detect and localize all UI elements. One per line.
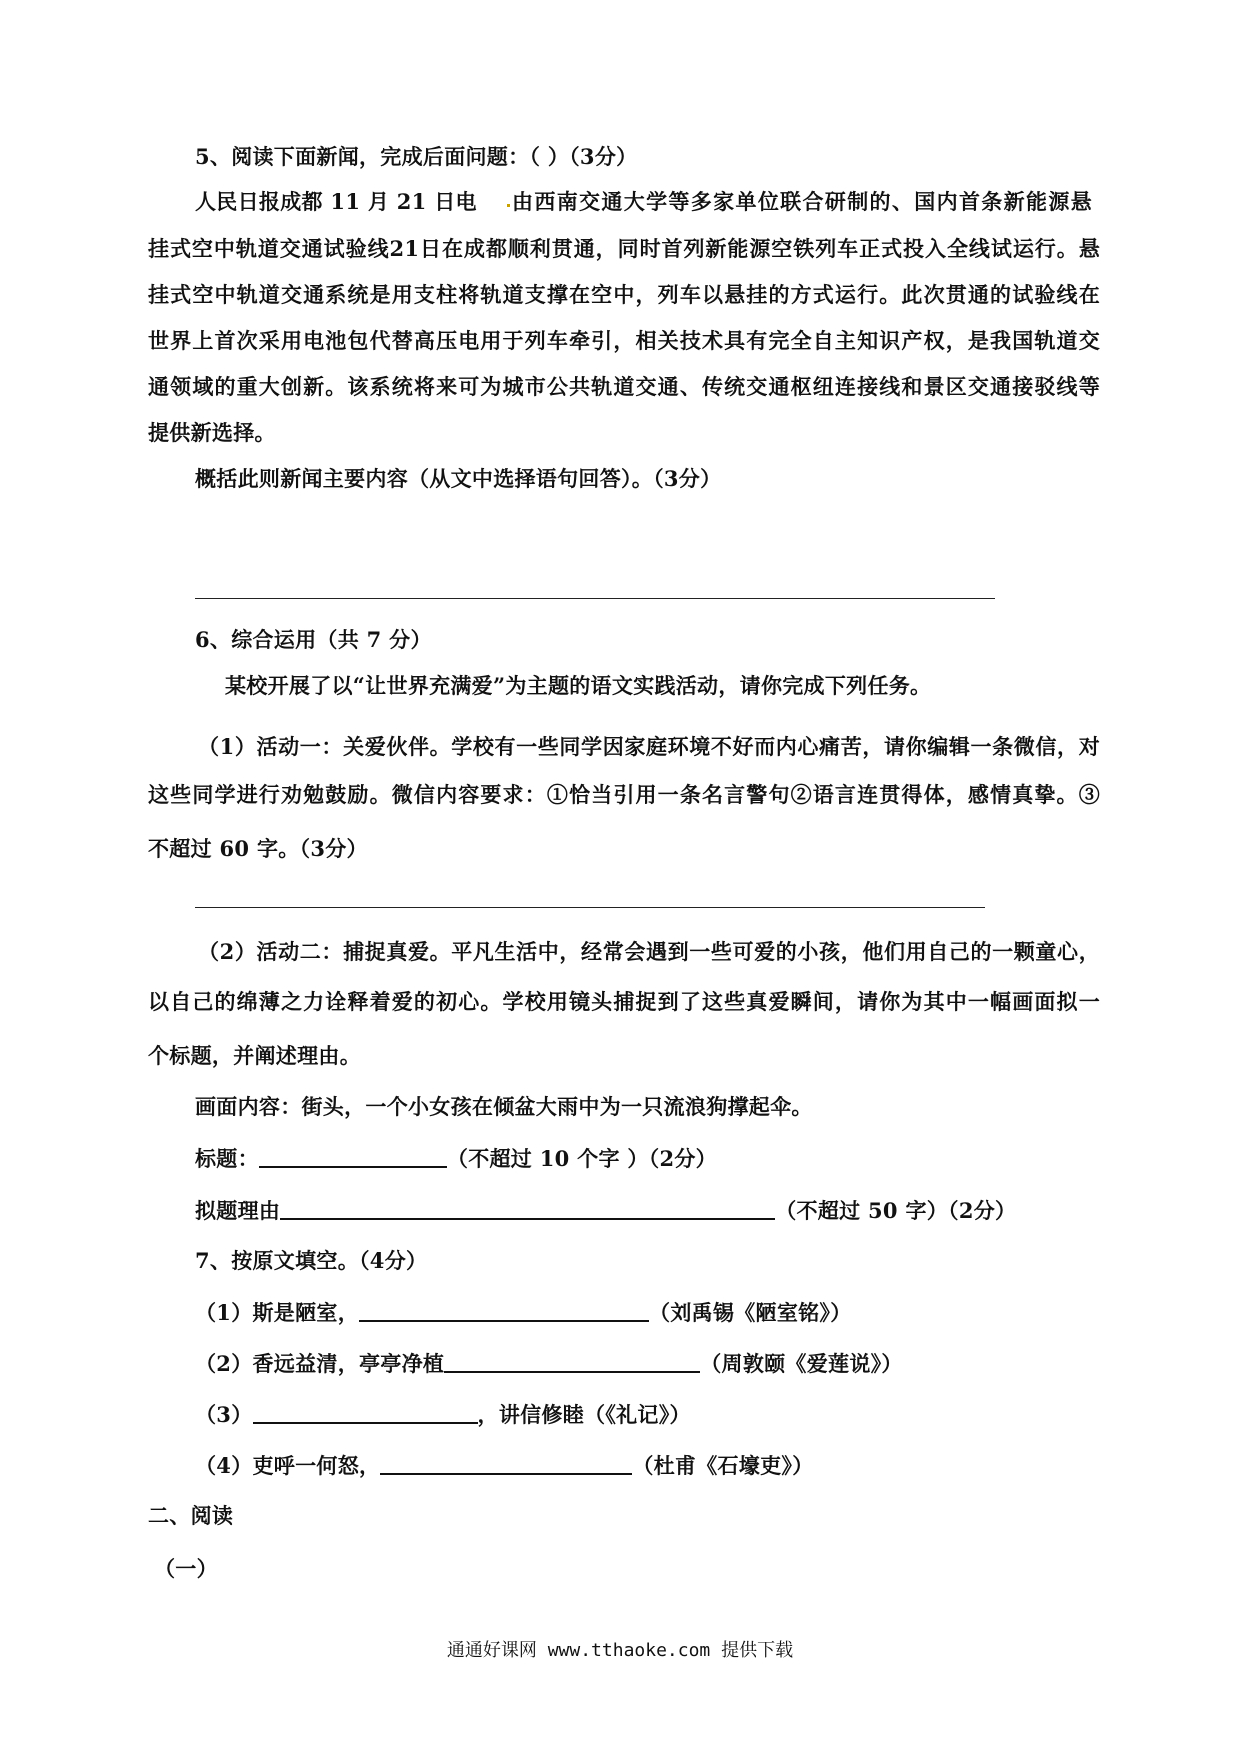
q7-item-3-source: ，讲信修睦（《礼记》）: [477, 1402, 691, 1427]
q7-item-4-text: （4）吏呼一何怒，: [195, 1453, 381, 1478]
speck-mark: [507, 204, 510, 207]
q6-act1-line-2: 这些同学进行劝勉鼓励。微信内容要求：①恰当引用一条名言警句②语言连贯得体，感情真挚。③: [148, 782, 1100, 807]
q7-item-3-text: （3）: [195, 1402, 253, 1427]
section-2-heading: 二、阅读: [148, 1503, 234, 1528]
q5-para-line-3: 挂式空中轨道交通系统是用支柱将轨道支撑在空中，列车以悬挂的方式运行。此次贯通的试验线在: [148, 282, 1100, 307]
q7-item-3-blank[interactable]: [253, 1400, 478, 1424]
q5-para-line-5: 通领域的重大创新。该系统将来可为城市公共轨道交通、传统交通枢纽连接线和景区交通接驳线等: [148, 374, 1100, 399]
q5-task: 概括此则新闻主要内容（从文中选择语句回答）。（3分）: [195, 466, 722, 491]
q6-intro: 某校开展了以“让世界充满爱”为主题的语文实践活动，请你完成下列任务。: [225, 673, 932, 698]
reason-blank[interactable]: [280, 1196, 775, 1220]
q7-item-1-blank[interactable]: [359, 1298, 649, 1322]
q7-heading: 7、按原文填空。（4分）: [195, 1248, 428, 1273]
q5-answer-line[interactable]: [195, 598, 995, 599]
title-label: 标题：: [195, 1146, 259, 1171]
q7-item-1-source: （刘禹锡《陋室铭》）: [649, 1300, 852, 1325]
q7-item-4-source: （杜甫《石壕吏》）: [632, 1453, 814, 1478]
q6-act1-line-3: 不超过 60 字。（3分）: [148, 836, 368, 861]
title-note: （不超过 10 个字 ）（2分）: [446, 1146, 717, 1171]
q6-heading: 6、综合运用（共 7 分）: [195, 627, 432, 652]
page-footer: 通通好课网 www.tthaoke.com 提供下载: [446, 1640, 794, 1661]
q6-reason-row: [195, 1196, 1145, 1225]
q5-heading: 5、阅读下面新闻，完成后面问题：（ ）（3分）: [195, 144, 638, 169]
q5-para-line-1: 由西南交通大学等多家单位联合研制的、国内首条新能源悬: [507, 188, 1100, 216]
q6-scene: 画面内容：街头，一个小女孩在倾盆大雨中为一只流浪狗撑起伞。: [195, 1094, 813, 1119]
q5-dateline: 人民日报成都 11 月 21 日电: [195, 189, 477, 214]
q5-para-line-6: 提供新选择。: [148, 420, 276, 445]
reason-label: 拟题理由: [195, 1198, 281, 1223]
q5-para-line-2: 挂式空中轨道交通试验线21日在成都顺利贯通，同时首列新能源空铁列车正式投入全线试运行。悬: [148, 236, 1100, 261]
reason-note: （不超过 50 字）（2分）: [775, 1198, 1017, 1223]
q7-item-1: [195, 1298, 1145, 1327]
q6-title-row: [195, 1144, 1145, 1173]
q7-item-1-text: （1）斯是陋室，: [195, 1300, 360, 1325]
q5-para-line-4: 世界上首次采用电池包代替高压电用于列车牵引，相关技术具有完全自主知识产权，是我国轨道交: [148, 328, 1100, 353]
q6-act2-line-3: 个标题，并阐述理由。: [148, 1043, 361, 1068]
q6-act1-line-1: （1）活动一：关爱伙伴。学校有一些同学因家庭环境不好而内心痛苦，请你编辑一条微信，对: [198, 734, 1100, 759]
q7-item-2-blank[interactable]: [444, 1349, 700, 1373]
q6-act2-line-2: 以自己的绵薄之力诠释着爱的初心。学校用镜头捕捉到了这些真爱瞬间，请你为其中一幅画面拟一: [148, 989, 1100, 1014]
q7-item-4: [195, 1451, 1145, 1480]
q6-act2-line-1: （2）活动二：捕捉真爱。平凡生活中，经常会遇到一些可爱的小孩，他们用自己的一颗童心，: [198, 939, 1100, 964]
q7-item-2: [195, 1349, 1145, 1378]
q6-act1-answer-line[interactable]: [195, 907, 985, 908]
q7-item-2-text: （2）香远益清，亭亭净植: [195, 1351, 445, 1376]
q7-item-2-source: （周敦颐《爱莲说》）: [700, 1351, 903, 1376]
section-2-subheading: （一）: [154, 1556, 218, 1581]
q7-item-3: [195, 1400, 1145, 1429]
q7-item-4-blank[interactable]: [380, 1451, 632, 1475]
title-blank[interactable]: [259, 1144, 447, 1168]
